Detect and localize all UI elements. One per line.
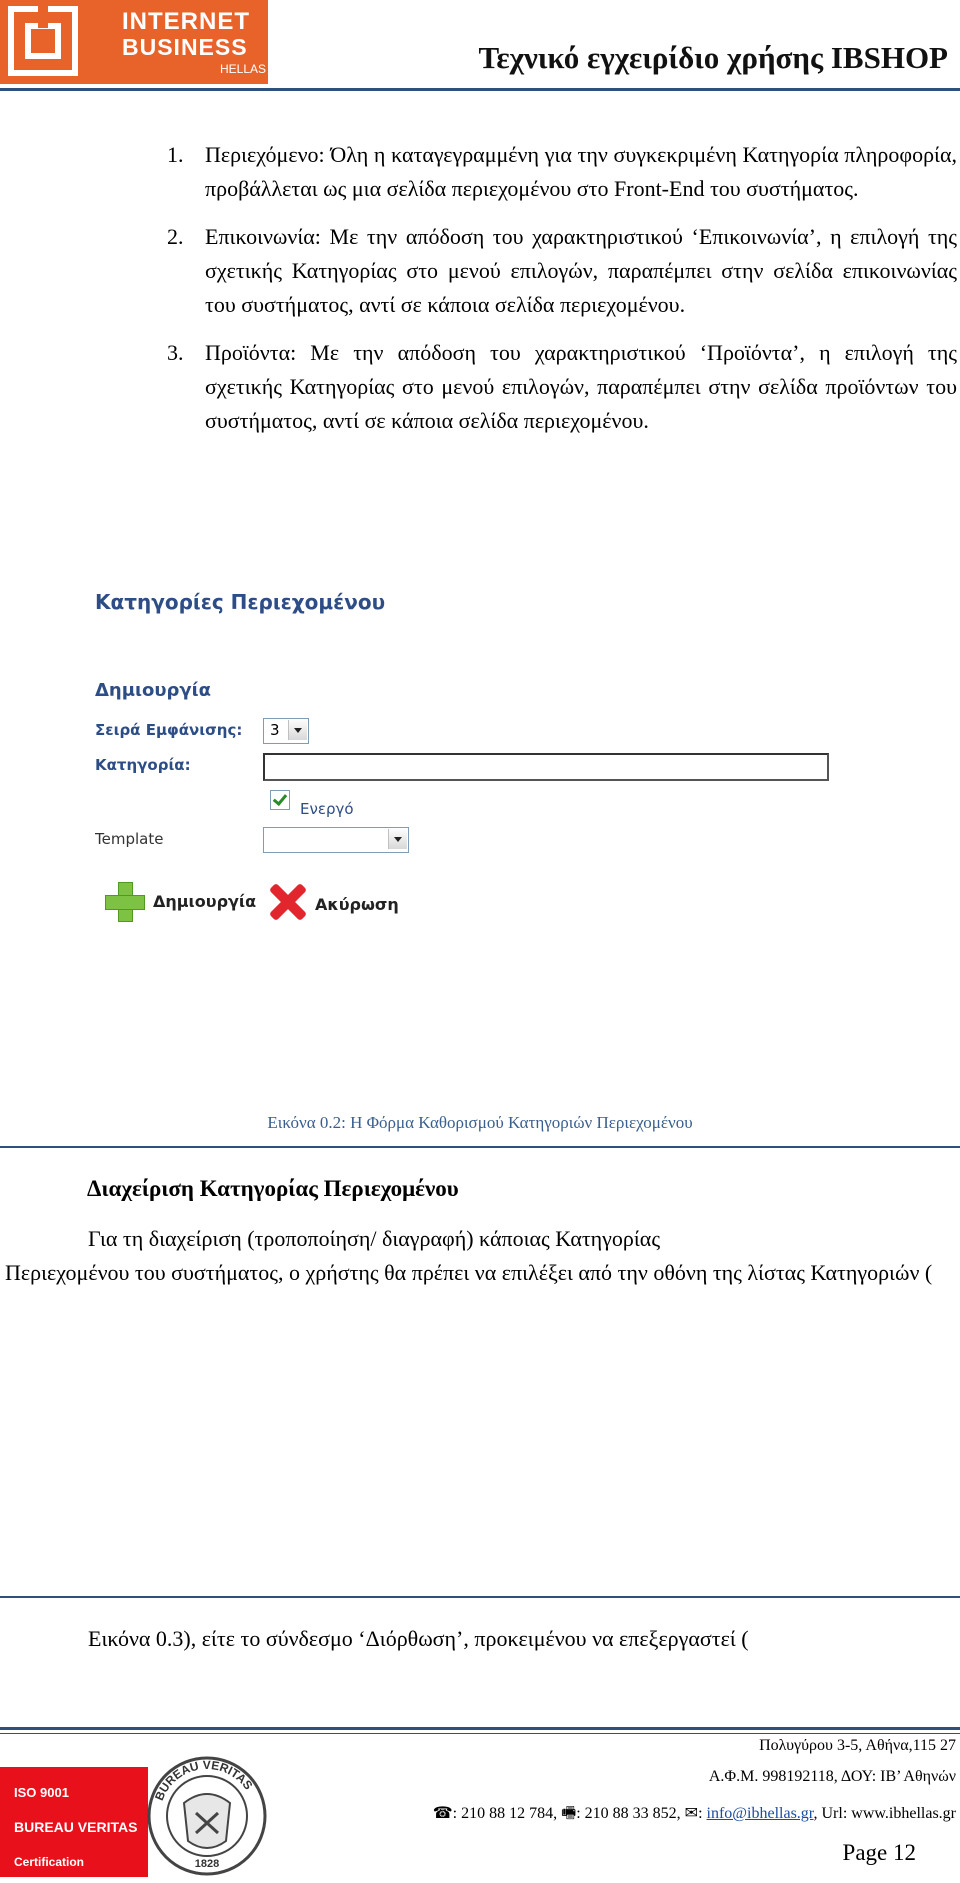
- fax-info: 🖷: 210 88 33 852,: [561, 1805, 685, 1822]
- page-number: Page 12: [842, 1840, 916, 1865]
- list-item-number: 3.: [167, 340, 184, 365]
- category-label: Κατηγορία:: [95, 756, 191, 774]
- order-select-value: 3: [270, 721, 280, 739]
- active-checkbox[interactable]: [270, 790, 290, 810]
- close-icon[interactable]: [267, 882, 307, 922]
- plus-icon[interactable]: [105, 882, 145, 922]
- logo-mark-icon: [8, 6, 78, 76]
- list-item: [167, 220, 957, 322]
- category-form-screenshot: [95, 590, 835, 930]
- logo-line-1: INTERNET: [122, 8, 250, 35]
- numbered-list: [167, 138, 957, 452]
- template-select[interactable]: [263, 827, 409, 853]
- body-paragraph: [5, 1222, 935, 1290]
- list-item-text: Περιεχόμενο: Όλη η καταγεγραμμένη για την συγκεκριμένη Κατηγορία πληροφορία, προβάλλεται ως μια σελίδα περιεχομένου στο Front-End του συστήματος.: [205, 142, 957, 201]
- email-link[interactable]: info@ibhellas.gr: [706, 1805, 814, 1822]
- category-input[interactable]: [263, 753, 829, 781]
- cert-type: Certification: [14, 1855, 85, 1869]
- footer-contact: [433, 1802, 956, 1829]
- cert-name: BUREAU VERITAS: [14, 1819, 138, 1835]
- order-select[interactable]: [263, 718, 309, 744]
- form-section-title: Δημιουργία: [95, 680, 212, 701]
- document-title: Τεχνικό εγχειρίδιο χρήσης IBSHOP: [478, 40, 948, 75]
- cancel-button[interactable]: Ακύρωση: [315, 895, 399, 914]
- form-title: Κατηγορίες Περιεχομένου: [95, 590, 386, 614]
- list-item-number: 1.: [167, 142, 184, 167]
- logo-wordmark: [122, 10, 266, 75]
- figure-placeholder-divider: [0, 1596, 960, 1598]
- phone-info: ☎: 210 88 12 784,: [432, 1805, 562, 1822]
- footer-tax-info: Α.Φ.Μ. 998192118, ΔΟΥ: ΙΒ’ Αθηνών: [708, 1768, 956, 1785]
- active-label: Ενεργό: [300, 800, 354, 818]
- footer-address: Πολυγύρου 3-5, Αθήνα,115 27: [759, 1737, 956, 1754]
- list-item-number: 2.: [167, 224, 184, 249]
- section-divider: [0, 1146, 960, 1148]
- chevron-down-icon[interactable]: [288, 720, 307, 740]
- header-divider: [0, 88, 960, 91]
- list-item: [167, 336, 957, 438]
- list-item-text: Επικοινωνία: Με την απόδοση του χαρακτηριστικού ‘Επικοινωνία’, η επιλογή της σχετικής Κατηγορίας στο μενού επιλογών, παραπέμπει στην σελίδα επικοινωνίας του συστήματος, αντί σε κάποια σελίδα περιεχομένου.: [205, 224, 957, 317]
- logo-line-2: BUSINESS: [122, 34, 248, 60]
- cert-iso: ISO 9001: [14, 1785, 69, 1800]
- seal-text: BUREAU VERITAS: [152, 1757, 256, 1803]
- paragraph-continuation: Περιεχομένου του συστήματος, ο χρήστης θα πρέπει να επιλέξει από την οθόνη της λίστας Κατηγοριών (: [5, 1260, 933, 1285]
- create-button[interactable]: Δημιουργία: [153, 892, 257, 911]
- figure-caption: Εικόνα 0.2: Η Φόρμα Καθορισμού Κατηγοριών Περιεχομένου: [267, 1113, 693, 1132]
- section-heading: Διαχείριση Κατηγορίας Περιεχομένου: [87, 1176, 459, 1201]
- list-item-text: Προϊόντα: Με την απόδοση του χαρακτηριστικού ‘Προϊόντα’, η επιλογή της σχετικής Κατηγορίας στο μενού επιλογών, παραπέμπει στην σελίδα προϊόντων του συστήματος, αντί σε κάποια σελίδα περιεχομένου.: [205, 340, 957, 433]
- certification-badge: [0, 1767, 148, 1877]
- email-label: ✉:: [684, 1805, 707, 1822]
- footer-divider-thin: [0, 1733, 960, 1734]
- chevron-down-icon[interactable]: [388, 829, 407, 849]
- url-info: , Url: www.ibhellas.gr: [813, 1805, 956, 1822]
- order-label: Σειρά Εμφάνισης:: [95, 721, 243, 739]
- logo-line-3: HELLAS: [220, 62, 267, 76]
- paragraph-first-line: Για τη διαχείριση (τροποποίηση/ διαγραφή) κάποιας Κατηγορίας: [88, 1226, 661, 1251]
- body-paragraph-2: Εικόνα 0.3), είτε το σύνδεσμο ‘Διόρθωση’, προκειμένου να επεξεργαστεί (: [88, 1626, 749, 1651]
- list-item: [167, 138, 957, 206]
- company-logo: [0, 0, 268, 84]
- footer-divider: [0, 1727, 960, 1730]
- seal-year: 1828: [194, 1858, 220, 1870]
- template-label: Template: [95, 830, 164, 848]
- bureau-veritas-seal-icon: [146, 1755, 268, 1877]
